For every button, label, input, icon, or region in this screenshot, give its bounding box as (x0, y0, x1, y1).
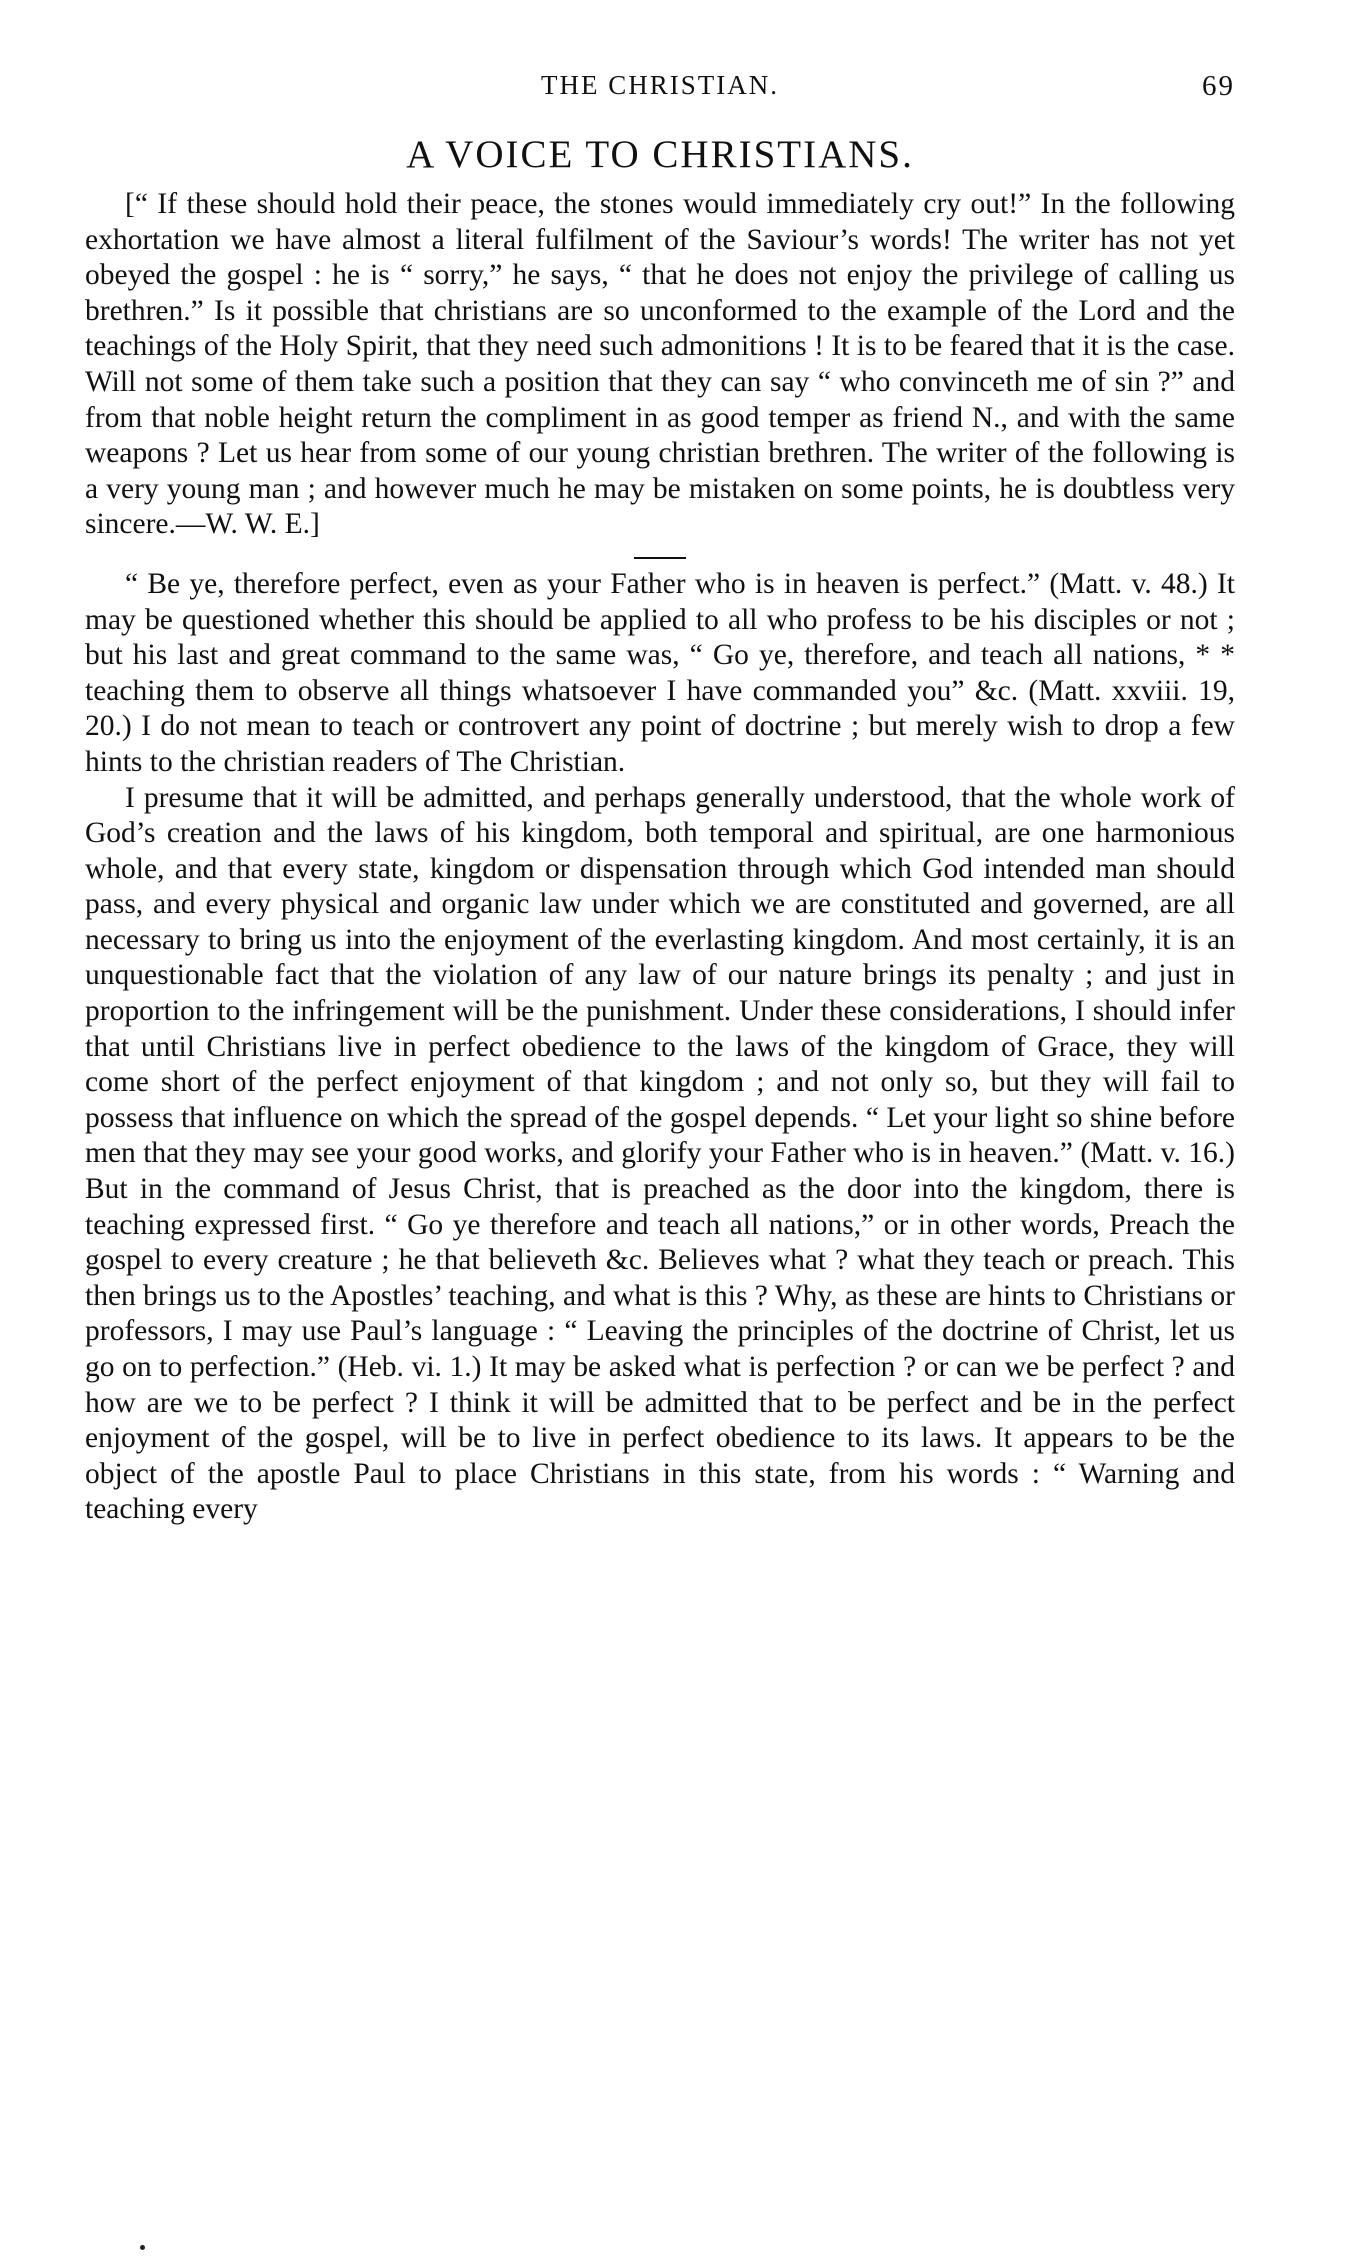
running-title: THE CHRISTIAN. (541, 70, 779, 100)
page-number: 69 (1202, 70, 1235, 102)
body-paragraph-1: “ Be ye, therefore perfect, even as your Father who is in heaven is perfect.” (Matt. v. 48.) It may be questioned whether this should be applied to all who profess to be his disciples or not ; but his last and great command to the same was, “ Go ye, therefore, and teach all nations, * * teaching them to observe all things whatsoever I have commanded you” &c. (Matt. xxviii. 19, 20.) I do not mean to teach or controvert any point of doctrine ; but merely wish to drop a few hints to the christian readers of The Christian. (85, 567, 1235, 778)
running-head (85, 70, 1235, 110)
body-paragraph-2: I presume that it will be admitted, and perhaps generally understood, that the whole work of God’s creation and the laws of his kingdom, both temporal and spiritual, are one harmonious whole, and that every state, kingdom or dispensation through which God intended man should pass, and every physical and organic law under which we are constituted and governed, are all necessary to bring us into the enjoyment of the everlasting kingdom. And most certainly, it is an unquestionable fact that the violation of any law of our nature brings its penalty ; and just in proportion to the infringement will be the punishment. Under these considerations, I should infer that until Christians live in perfect obedience to the laws of the kingdom of Grace, they will come short of the perfect enjoyment of that kingdom ; and not only so, but they will fail to possess that influence on which the spread of the gospel depends. “ Let your light so shine before men that they may see your good works, and glorify your Father who is in heaven.” (Matt. v. 16.) But in the command of Jesus Christ, that is preached as the door into the kingdom, there is teaching expressed first. “ Go ye therefore and teach all nations,” or in other words, Preach the gospel to every creature ; he that believeth &c. Believes what ? what they teach or preach. This then brings us to the Apostles’ teaching, and what is this ? Why, as these are hints to Christians or professors, I may use Paul’s language : “ Leaving the principles of the doctrine of Christ, let us go on to perfection.” (Heb. vi. 1.) It may be asked what is perfection ? or can we be perfect ? and how are we to be perfect ? I think it will be admitted that to be perfect and be in the perfect enjoyment of the gospel, will be to live in perfect obedience to its laws. It appears to be the object of the apostle Paul to place Christians in this state, from his words : “ Warning and teaching every (85, 781, 1235, 1526)
section-divider (634, 557, 686, 559)
article-title: A VOICE TO CHRISTIANS. (406, 133, 914, 176)
editor-introduction: [“ If these should hold their peace, the stones would immediately cry out!” In the following exhortation we have almost a literal fulfilment of the Saviour’s words! The writer has not yet obeyed the gospel : he is “ sorry,” he says, “ that he does not enjoy the privilege of calling us brethren.” Is it possible that christians are so unconformed to the example of the Lord and the teachings of the Holy Spirit, that they need such admonitions ! It is to be feared that it is the case. Will not some of them take such a position that they can say “ who convinceth me of sin ?” and from that noble height return the compliment in as good temper as friend N., and with the same weapons ? Let us hear from some of our young christian brethren. The writer of the following is a very young man ; and however much he may be mistaken on some points, he is doubtless very sincere.—W. W. E.] (85, 188, 1235, 541)
ink-speck (140, 2245, 145, 2250)
book-page (85, 70, 1235, 1528)
